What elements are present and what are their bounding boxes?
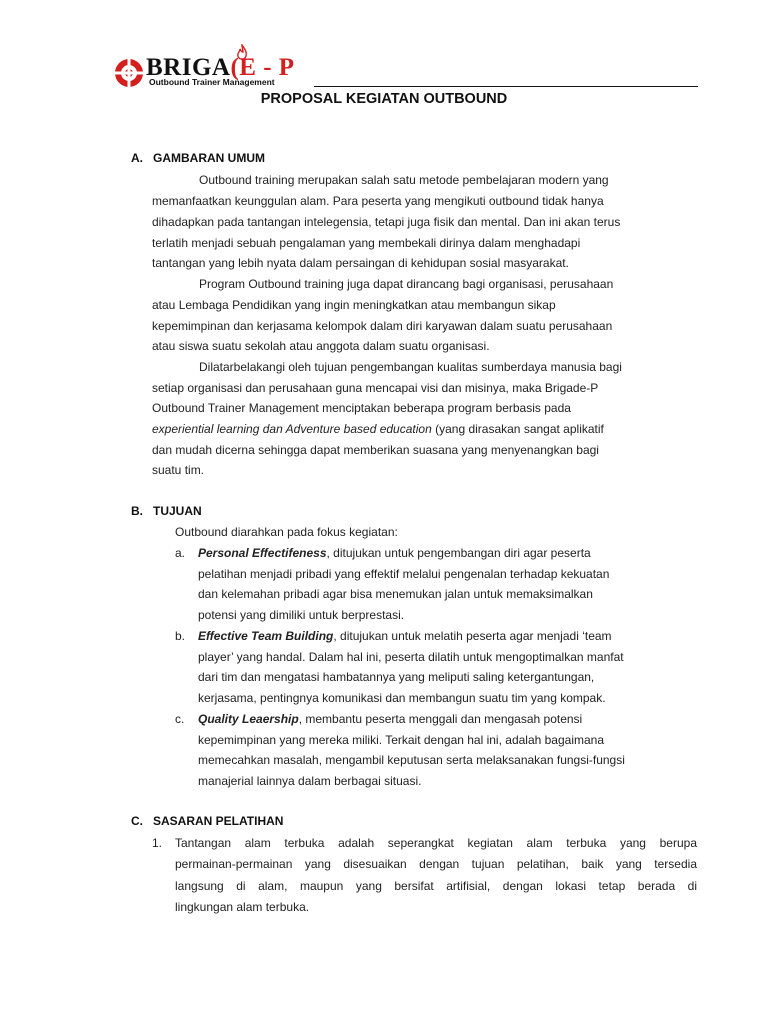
section-c-heading xyxy=(131,814,283,828)
paragraph-line: atau siswa suatu sekolah atau anggota dalam suatu organisasi. xyxy=(152,339,490,353)
list-item-first-line xyxy=(198,628,612,644)
list-item-line: langsung di alam, maupun yang bersifat artifisial, dengan lokasi tetap berada di xyxy=(175,879,697,893)
list-item-line: lingkungan alam terbuka. xyxy=(175,900,310,914)
section-a-title: GAMBARAN UMUM xyxy=(153,151,265,165)
paragraph-fragment: , ditujukan untuk melatih peserta agar menjadi ‘team xyxy=(333,629,612,643)
italic-phrase: experiential learning dan Adventure based education xyxy=(152,422,432,436)
list-item-term: Effective Team Building xyxy=(198,629,334,643)
document-title: PROPOSAL KEGIATAN OUTBOUND xyxy=(260,91,508,107)
section-b-heading xyxy=(131,504,202,518)
paragraph-line: terlatih menjadi sebuah pengalaman yang membekali dirinya dalam menghadapi xyxy=(152,236,581,250)
paragraph-line: Outbound training merupakan salah satu metode pembelajaran modern yang xyxy=(199,173,609,187)
paragraph-line: Outbound Trainer Management menciptakan beberapa program berbasis pada xyxy=(152,401,571,415)
list-item-line: dari tim dan mengatasi hambatannya yang meliputi saling ketergantungan, xyxy=(198,670,595,684)
paragraph-fragment: , ditujukan untuk pengembangan diri agar peserta xyxy=(326,546,591,560)
list-item-marker: 1. xyxy=(152,836,163,850)
list-item-first-line xyxy=(198,545,591,561)
paragraph-line: memanfaatkan keunggulan alam. Para peserta yang mengikuti outbound tidak hanya xyxy=(152,194,604,208)
list-item-line: kepemimpinan yang mereka miliki. Terkait dengan hal ini, adalah bagaimana xyxy=(198,733,605,747)
list-item-line: pelatihan menjadi pribadi yang effektif melalui pengenalan terhadap kekuatan xyxy=(198,567,610,581)
section-a-letter: A. xyxy=(131,151,143,165)
paragraph-fragment: , membantu peserta menggali dan mengasah potensi xyxy=(298,712,583,726)
crosshair-logo-icon xyxy=(112,56,146,90)
paragraph-line: kepemimpinan dan kerjasama kelompok dalam diri karyawan dalam suatu perusahaan xyxy=(152,319,613,333)
paragraph-line: tantangan yang lebih nyata dalam persaingan di kehidupan sosial masyarakat. xyxy=(152,256,569,270)
list-item-marker: c. xyxy=(175,712,185,726)
list-item-line: Tantangan alam terbuka adalah seperangkat kegiatan alam terbuka yang berupa xyxy=(175,836,697,850)
list-item-line: permainan-permainan yang disesuaikan dengan tujuan pelatihan, baik yang tersedia xyxy=(175,857,697,871)
list-item-term: Quality Leaership xyxy=(198,712,299,726)
paragraph-line: dan mudah dicerna sehingga dapat memberikan suasana yang menyenangkan bagi xyxy=(152,443,599,457)
paragraph-line-mixed xyxy=(152,421,604,437)
section-b-title: TUJUAN xyxy=(153,504,202,518)
paragraph-fragment: (yang dirasakan sangat aplikatif xyxy=(431,422,604,436)
list-item-first-line xyxy=(198,711,582,727)
logo-word-c-mark: ( xyxy=(230,54,240,81)
list-item-line: manajerial lainnya dalam berbagai situasi. xyxy=(198,774,422,788)
list-item-marker: a. xyxy=(175,546,186,560)
section-a-heading xyxy=(131,151,265,165)
list-item-line: dan kelemahan pribadi agar bisa menemukan jalan untuk memaksimalkan xyxy=(198,587,593,601)
paragraph-line: setiap organisasi dan perusahaan guna mencapai visi dan misinya, maka Brigade-P xyxy=(152,381,599,395)
list-item-line: potensi yang dimiliki untuk berprestasi. xyxy=(198,608,405,622)
header-rule xyxy=(314,86,698,87)
logo-word-right: E - P xyxy=(239,54,295,81)
paragraph-line: atau Lembaga Pendidikan yang ingin meningkatkan atau membangun sikap xyxy=(152,298,556,312)
section-b-letter: B. xyxy=(131,504,143,518)
section-c-letter: C. xyxy=(131,814,143,828)
paragraph-line: Dilatarbelakangi oleh tujuan pengembangan kualitas sumberdaya manusia bagi xyxy=(199,360,622,374)
logo-word-left: BRIGA xyxy=(146,54,231,81)
paragraph-line: Program Outbound training juga dapat dirancang bagi organisasi, perusahaan xyxy=(199,277,614,291)
flame-icon xyxy=(234,44,250,62)
list-item-line: player’ yang handal. Dalam hal ini, peserta dilatih untuk mengoptimalkan manfat xyxy=(198,650,624,664)
list-item-line: memecahkan masalah, mengambil keputusan serta melaksanakan fungsi-fungsi xyxy=(198,753,625,767)
logo-subtitle: Outbound Trainer Management xyxy=(149,77,275,87)
paragraph-line: suatu tim. xyxy=(152,463,205,477)
list-item-term: Personal Effectifeness xyxy=(198,546,327,560)
paragraph-line: dihadapkan pada tantangan intelegensia, tetapi juga fisik dan mental. Dan ini akan terus xyxy=(152,215,621,229)
brigade-p-logo xyxy=(112,44,322,90)
list-item-line: kerjasama, pentingnya komunikasi dan membangun suatu tim yang kompak. xyxy=(198,691,606,705)
list-item-marker: b. xyxy=(175,629,186,643)
section-c-title: SASARAN PELATIHAN xyxy=(153,814,284,828)
section-b-intro: Outbound diarahkan pada fokus kegiatan: xyxy=(175,525,398,539)
